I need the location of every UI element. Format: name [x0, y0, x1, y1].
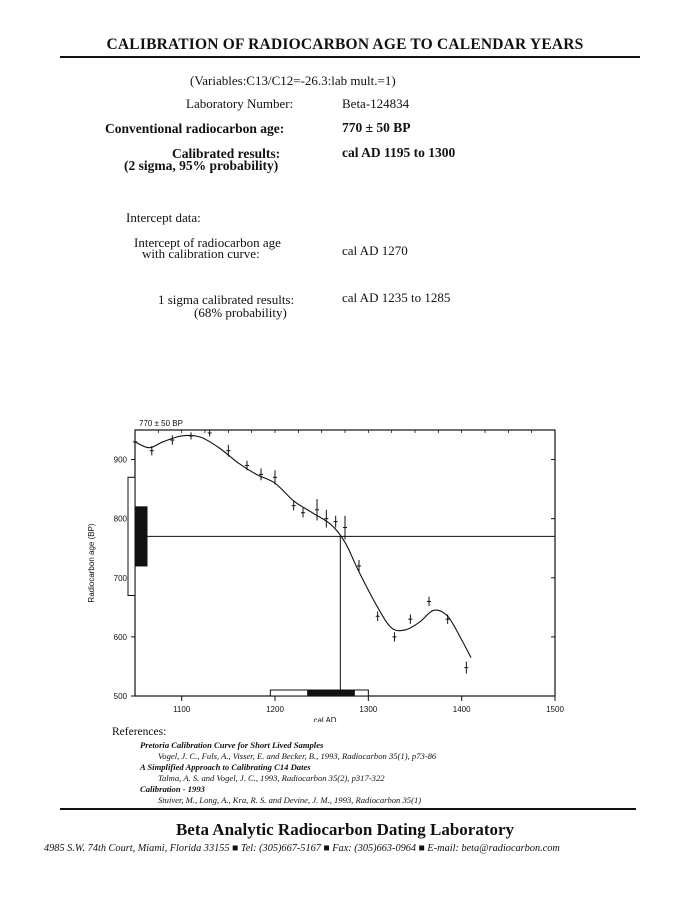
sigma1-label-line1: 1 sigma calibrated results:	[158, 292, 295, 307]
x-axis-label: cal AD	[313, 716, 337, 722]
footer-title: Beta Analytic Radiocarbon Dating Laboratory	[175, 820, 515, 839]
one-sigma-age-range	[135, 507, 147, 566]
page-title: CALIBRATION OF RADIOCARBON AGE TO CALENDAR YEARS	[106, 36, 584, 53]
conventional-age-label: Conventional radiocarbon age:	[105, 121, 285, 136]
two-sigma-age-range	[128, 477, 135, 595]
intercept-label-line1: Intercept of radiocarbon age	[134, 235, 281, 250]
x-tick-label: 1200	[266, 705, 284, 714]
reference-citation: Stuiver, M., Long, A., Kra, R. S. and Devine, J. M., 1993, Radiocarbon 35(1)	[158, 795, 422, 805]
calibrated-results-value: cal AD 1195 to 1300	[342, 145, 456, 160]
intercept-heading: Intercept data:	[126, 210, 201, 225]
lab-number-label: Laboratory Number:	[186, 96, 294, 111]
reference-title: Calibration - 1993	[140, 784, 205, 794]
x-tick-label: 1400	[452, 705, 471, 714]
y-tick-label: 600	[113, 632, 127, 642]
y-tick-label: 800	[113, 514, 127, 524]
x-tick-label: 1300	[359, 705, 378, 714]
reference-title: A Simplified Approach to Calibrating C14 Dates	[140, 762, 311, 772]
plot-frame	[135, 430, 555, 696]
sigma1-label-line2: (68% probability)	[194, 305, 287, 320]
footer-address: 4985 S.W. 74th Court, Miami, Florida 33155 ■ Tel: (305)667-5167 ■ Fax: (305)663-0964 ■ E-mail: beta@radiocarbon.com	[44, 843, 560, 854]
y-tick-label: 900	[113, 455, 127, 465]
calibrated-results-label: Calibrated results:	[172, 146, 281, 161]
y-tick-label: 700	[113, 573, 127, 583]
variables-line: (Variables:C13/C12=-26.3:lab mult.=1)	[190, 73, 396, 88]
intercept-value: cal AD 1270	[342, 243, 408, 258]
sigma1-value: cal AD 1235 to 1285	[342, 290, 451, 305]
bottom-divider	[60, 808, 636, 810]
intercept-label-line2: with calibration curve:	[142, 246, 260, 261]
conventional-age-value: 770 ± 50 BP	[342, 120, 411, 135]
y-axis-label: Radiocarbon age (BP)	[87, 523, 96, 603]
calibration-chart	[80, 412, 570, 722]
reference-citation: Talma, A. S. and Vogel, J. C., 1993, Radiocarbon 35(2), p317-322	[158, 773, 385, 783]
lab-number-value: Beta-124834	[342, 96, 410, 111]
reference-citation: Vogel, J. C., Fuls, A., Visser, E. and Becker, B., 1993, Radiocarbon 35(1), p73-86	[158, 751, 437, 761]
chart-title: 770 ± 50 BP	[139, 419, 183, 428]
calibration-curve	[135, 435, 471, 657]
references-heading: References:	[112, 726, 167, 738]
y-tick-label: 500	[113, 692, 127, 701]
reference-title: Pretoria Calibration Curve for Short Lived Samples	[140, 740, 324, 750]
x-tick-label: 1500	[546, 705, 564, 714]
top-divider	[60, 56, 640, 58]
x-tick-label: 1100	[173, 705, 191, 714]
calibrated-results-sublabel: (2 sigma, 95% probability)	[124, 158, 279, 173]
one-sigma-calendar-range	[308, 691, 355, 696]
